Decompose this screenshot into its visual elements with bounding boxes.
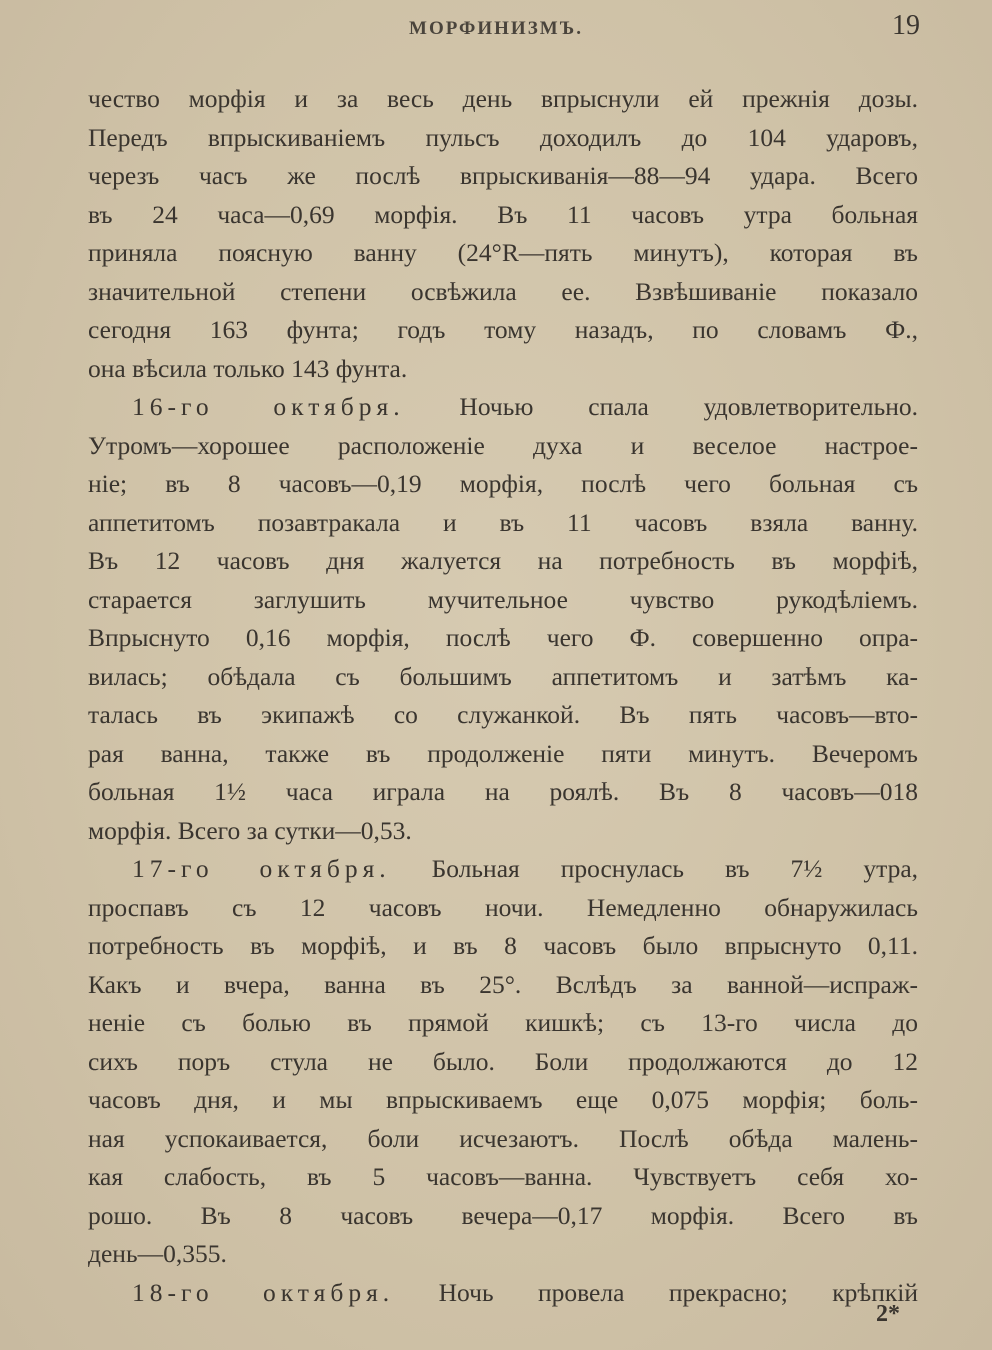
text-line bbox=[88, 196, 918, 235]
text-line bbox=[88, 1235, 918, 1274]
date-heading: 17-го октября. bbox=[132, 854, 391, 883]
text-line bbox=[88, 542, 918, 581]
line-text: аппетитомъ позавтракала и въ 11 часовъ взяла ванну. bbox=[88, 507, 918, 537]
line-text: вилась; обѣдала съ большимъ аппетитомъ и затѣмъ ка- bbox=[88, 661, 918, 691]
line-text: часовъ дня, и мы впрыскиваемъ еще 0,075 морфія; боль- bbox=[88, 1085, 918, 1114]
text-line bbox=[88, 1004, 918, 1043]
line-text: Впрыснуто 0,16 морфія, послѣ чего Ф. совершенно опра- bbox=[88, 623, 918, 652]
line-text: рошо. Въ 8 часовъ вечера—0,17 морфія. Всего въ bbox=[88, 1200, 918, 1230]
line-text: въ 24 часа—0,69 морфія. Въ 11 часовъ утра больная bbox=[88, 199, 918, 229]
text-line bbox=[88, 812, 918, 851]
text-line bbox=[88, 735, 918, 774]
line-text: морфія. Всего за сутки—0,53. bbox=[88, 815, 412, 845]
running-header-title: МОРФИНИЗМЪ. bbox=[409, 18, 583, 39]
line-text: Ночь провела прекрасно; крѣпкій bbox=[438, 1277, 918, 1307]
text-line bbox=[88, 619, 918, 658]
text-line bbox=[88, 1274, 918, 1313]
page-number: 19 bbox=[892, 10, 920, 41]
date-heading: 16-го октября. bbox=[132, 392, 405, 421]
text-line bbox=[88, 581, 918, 620]
text-line bbox=[88, 1120, 918, 1159]
line-text: неніе съ болью въ прямой кишкѣ; съ 13-го числа до bbox=[88, 1008, 918, 1037]
text-line bbox=[88, 311, 918, 350]
text-line bbox=[88, 1158, 918, 1197]
text-line bbox=[88, 234, 918, 273]
text-line bbox=[88, 966, 918, 1005]
line-text: Какъ и вчера, ванна въ 25°. Вслѣдъ за ванной—испраж- bbox=[88, 969, 918, 999]
text-line bbox=[88, 1197, 918, 1236]
body-text bbox=[88, 80, 918, 1312]
line-text: Въ 12 часовъ дня жалуется на потребность въ морфіѣ, bbox=[88, 546, 918, 575]
line-text: она вѣсила только 143 фунта. bbox=[88, 353, 408, 383]
text-line bbox=[88, 350, 918, 389]
text-line bbox=[88, 1043, 918, 1082]
line-text: Передъ впрыскиваніемъ пульсъ доходилъ до 104 ударовъ, bbox=[88, 122, 918, 152]
text-line bbox=[88, 119, 918, 158]
line-text: чество морфія и за весь день впрыснули ей прежнія дозы. bbox=[88, 84, 918, 113]
text-line bbox=[88, 504, 918, 543]
text-line bbox=[88, 273, 918, 312]
line-text: кая слабость, въ 5 часовъ—ванна. Чувствуетъ себя хо- bbox=[88, 1162, 918, 1191]
line-text: проспавъ съ 12 часовъ ночи. Немедленно обнаружилась bbox=[88, 892, 918, 922]
text-line bbox=[88, 927, 918, 966]
text-line bbox=[88, 427, 918, 466]
line-text: потребность въ морфіѣ, и въ 8 часовъ было впрыснуто 0,11. bbox=[88, 931, 918, 960]
line-text: день—0,355. bbox=[88, 1239, 227, 1268]
line-text: ніе; въ 8 часовъ—0,19 морфія, послѣ чего больная съ bbox=[88, 469, 918, 498]
line-text: приняла поясную ванну (24°R—пять минутъ), которая въ bbox=[88, 238, 918, 267]
text-line bbox=[88, 388, 918, 427]
text-line bbox=[88, 465, 918, 504]
text-line bbox=[88, 773, 918, 812]
line-text: Больная проснулась въ 7½ утра, bbox=[431, 854, 919, 883]
text-line bbox=[88, 696, 918, 735]
line-text: значительной степени освѣжила ее. Взвѣшиваніе показало bbox=[88, 276, 918, 306]
text-line bbox=[88, 1081, 918, 1120]
line-text: сегодня 163 фунта; годъ тому назадъ, по словамъ Ф., bbox=[88, 315, 918, 344]
line-text: больная 1½ часа играла на роялѣ. Въ 8 часовъ—018 bbox=[88, 777, 918, 806]
text-line bbox=[88, 658, 918, 697]
line-text: старается заглушить мучительное чувство рукодѣліемъ. bbox=[88, 584, 918, 614]
text-line bbox=[88, 80, 918, 119]
line-text: ная успокаивается, боли исчезаютъ. Послѣ обѣда малень- bbox=[88, 1123, 918, 1153]
line-text: Утромъ—хорошее расположеніе духа и веселое настрое- bbox=[88, 430, 918, 460]
date-heading: 18-го октября. bbox=[132, 1277, 395, 1307]
line-text: рая ванна, также въ продолженіе пяти минутъ. Вечеромъ bbox=[88, 738, 918, 768]
line-text: талась въ экипажѣ со служанкой. Въ пять часовъ—вто- bbox=[88, 700, 918, 729]
line-text: Ночью спала удовлетворительно. bbox=[459, 392, 919, 421]
text-line bbox=[88, 850, 918, 889]
line-text: сихъ поръ стула не было. Боли продолжаются до 12 bbox=[88, 1046, 918, 1076]
text-line bbox=[88, 889, 918, 928]
printer-signature-mark: 2* bbox=[876, 1301, 900, 1327]
text-line bbox=[88, 157, 918, 196]
line-text: черезъ часъ же послѣ впрыскиванія—88—94 удара. Всего bbox=[88, 161, 918, 190]
